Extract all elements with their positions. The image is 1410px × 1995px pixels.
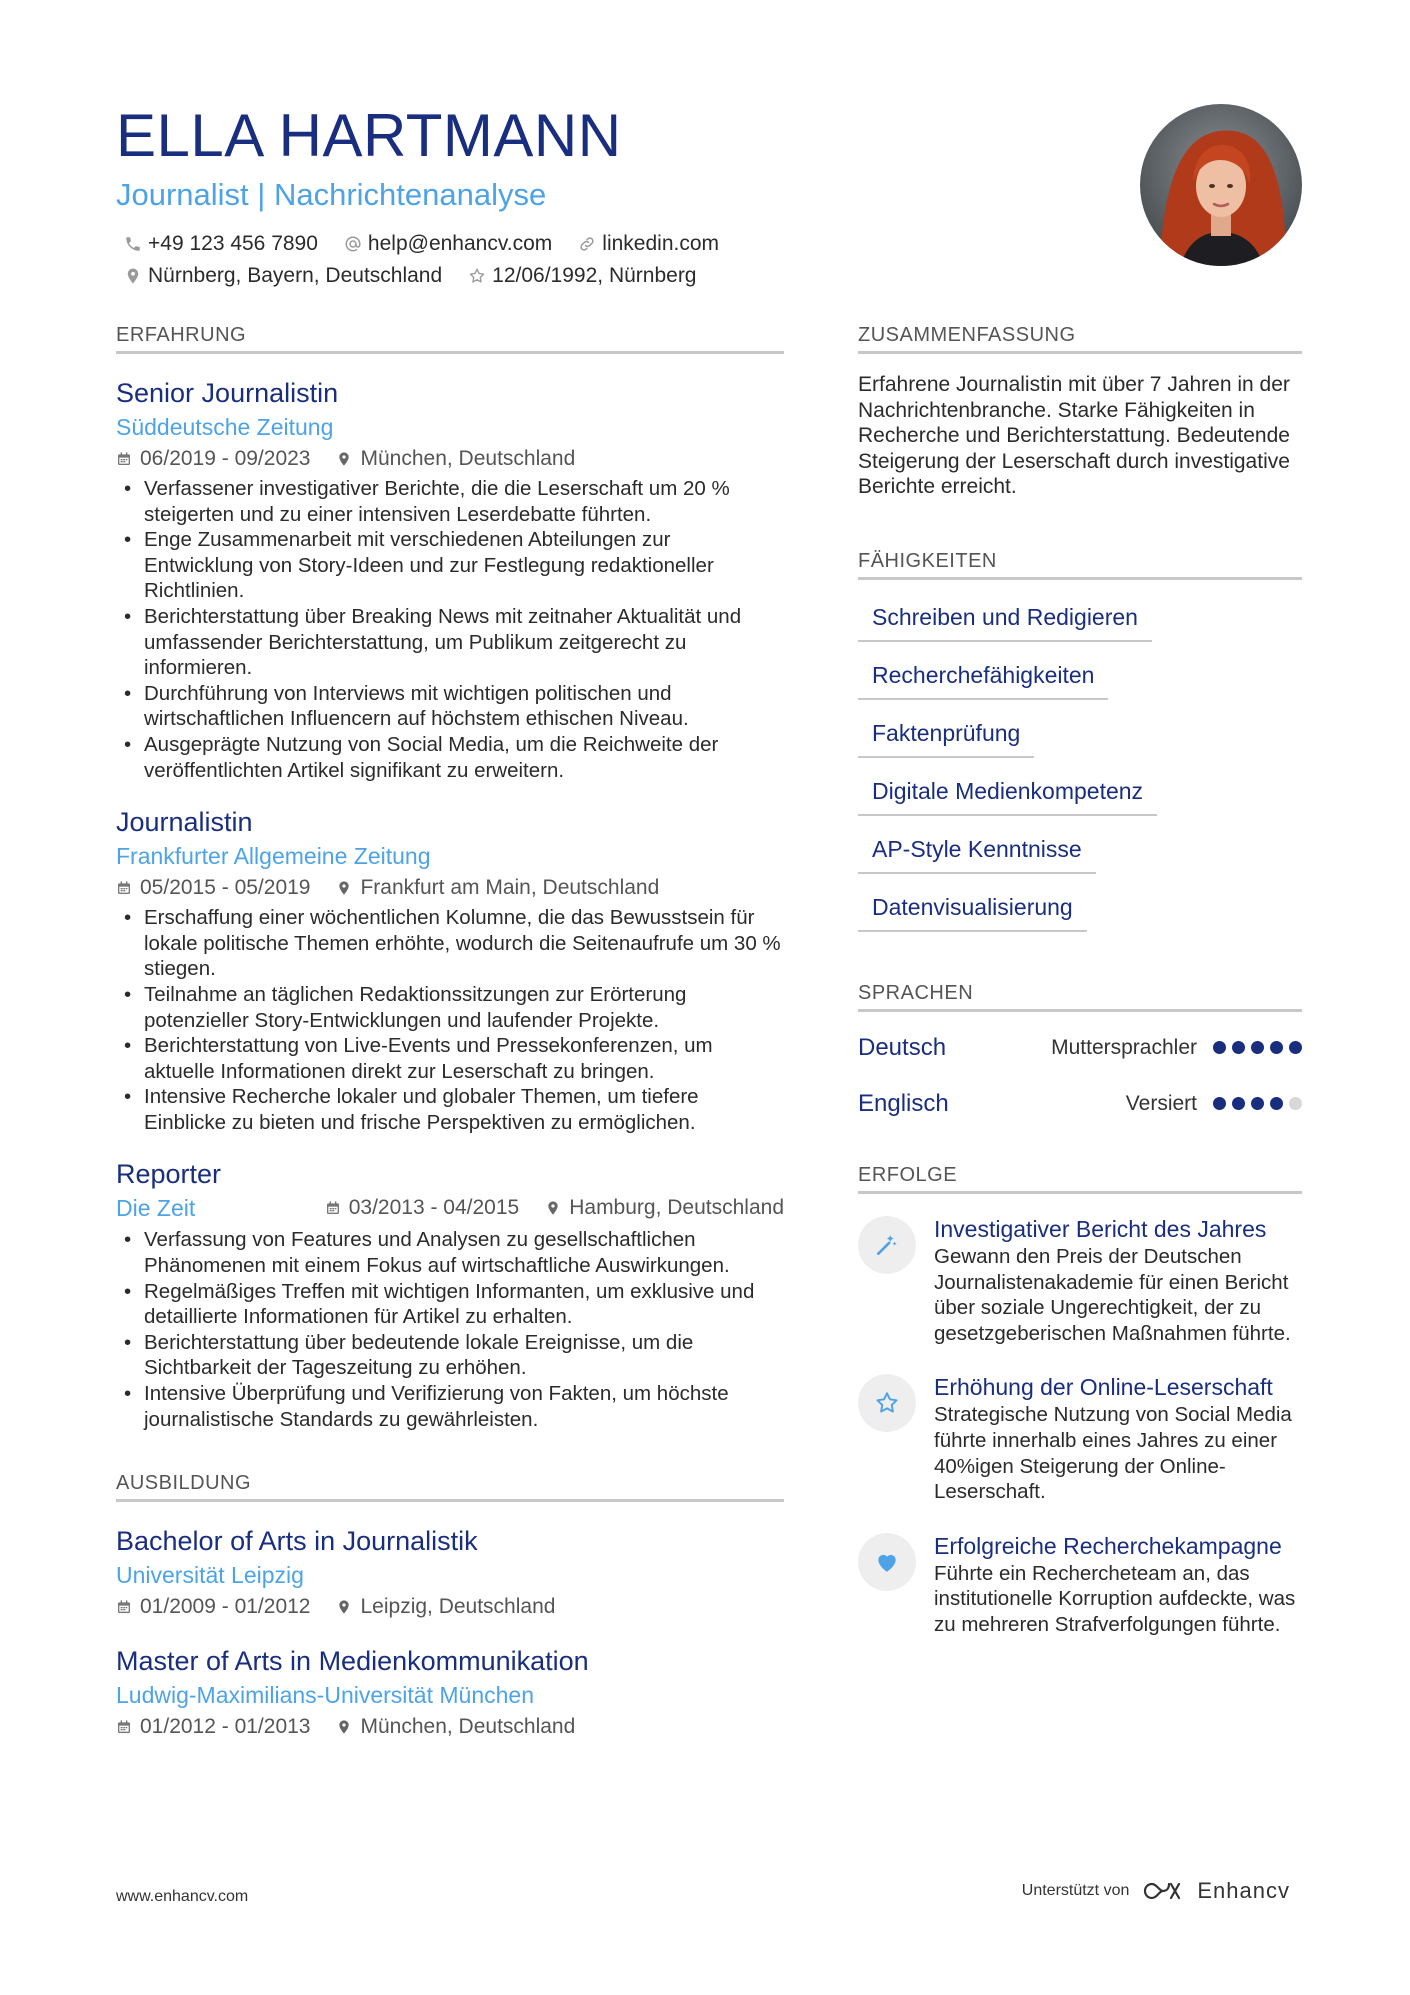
enhancv-logo-icon: [1141, 1879, 1185, 1903]
bullet-item: • Berichterstattung über Breaking News mit zeitnaher Aktualität und umfassender Berichterstattung, um Publikum zeitgerecht zu informieren.: [116, 604, 784, 681]
job-title: Reporter: [116, 1159, 222, 1190]
achievement-title: Investigativer Bericht des Jahres: [934, 1215, 1267, 1242]
proficiency-dot: [1289, 1097, 1302, 1110]
achievement-text: Führte ein Rechercheteam an, das institutionelle Korruption aufdeckte, was zu mehreren Strafverfolgungen führte.: [934, 1561, 1296, 1636]
contact-phone[interactable]: [124, 228, 318, 260]
right-column: [858, 324, 1302, 1638]
calendar-icon: [325, 1200, 341, 1216]
language-name: Englisch: [858, 1089, 949, 1117]
job-entry: [116, 805, 784, 1135]
language-level: [1126, 1092, 1302, 1116]
location-pin-icon: [336, 1719, 352, 1735]
skill-tag: Schreiben und Redigieren: [858, 598, 1152, 642]
summary-section-title: ZUSAMMENFASSUNG: [858, 324, 1302, 354]
achievement-item: [858, 1214, 1302, 1346]
powered-by-text: Unterstützt von: [1021, 1882, 1130, 1899]
job-entry: [116, 376, 784, 783]
language-name: Deutsch: [858, 1033, 947, 1061]
job-dates-text: 06/2019 - 09/2023: [140, 447, 311, 470]
job-dates-text: 05/2015 - 05/2019: [140, 876, 311, 900]
proficiency-dot: [1213, 1097, 1226, 1110]
contact-location: [124, 260, 442, 292]
language-level: [1051, 1036, 1302, 1060]
location-pin-icon: [545, 1200, 561, 1216]
profile-photo-graphic: [1140, 104, 1302, 266]
job-entry: [116, 1157, 784, 1432]
degree-title: Master of Arts in Medienkommunikation: [116, 1646, 589, 1677]
bullet-item: • Teilnahme an täglichen Redaktionssitzungen zur Erörterung potenzieller Story-Entwicklungen und laufender Projekte.: [116, 982, 784, 1033]
brand-name: Enhancv: [1197, 1878, 1290, 1903]
skill-tag: Recherchefähigkeiten: [858, 656, 1108, 700]
skill-wrap: [858, 656, 1302, 714]
candidate-title: Journalist | Nachrichtenanalyse: [116, 177, 547, 212]
summary-text: Erfahrene Journalistin mit über 7 Jahren in der Nachrichtenbranche. Starke Fähigkeiten in Recherche und Berichterstattung. Bedeutende Steigerung der Leserschaft durch investigative Berichte erreicht.: [858, 373, 1290, 499]
education-meta: [116, 1592, 784, 1622]
contact-row-2: [116, 260, 1116, 292]
proficiency-dot: [1270, 1041, 1283, 1054]
link-icon: [578, 235, 596, 253]
bullet-item: • Berichterstattung von Live-Events und Pressekonferenzen, um aktuelle Informationen direkt zur Leserschaft zu bringen.: [116, 1033, 784, 1084]
job-dates: [325, 1193, 519, 1223]
languages-section-title: SPRACHEN: [858, 982, 1302, 1012]
company-row: [116, 1191, 784, 1225]
education-location-text: Leipzig, Deutschland: [360, 1595, 556, 1619]
job-title: Journalistin: [116, 807, 253, 838]
heart-icon: [874, 1549, 900, 1575]
skill-wrap: [858, 830, 1302, 888]
at-icon: [344, 235, 362, 253]
achievement-icon-badge: [858, 1216, 916, 1274]
calendar-icon: [116, 451, 132, 467]
location-pin-icon: [336, 880, 352, 896]
job-meta: [325, 1193, 784, 1223]
skills-list: [858, 598, 1302, 946]
education-location-text: München, Deutschland: [360, 1715, 576, 1739]
contact-birth: [468, 260, 696, 292]
proficiency-dots: [1213, 1041, 1302, 1054]
calendar-icon: [116, 880, 132, 896]
achievement-title: Erfolgreiche Recherchekampagne: [934, 1532, 1282, 1559]
bullet-item: • Durchführung von Interviews mit wichtigen politischen und wirtschaftlichen Influencern auf höchstem ethischen Niveau.: [116, 681, 784, 732]
contact-email[interactable]: [344, 228, 552, 260]
email-text: help@enhancv.com: [367, 232, 553, 255]
achievement-body: [934, 1214, 1302, 1346]
skills-section-title: FÄHIGKEITEN: [858, 550, 1302, 580]
achievement-item: [858, 1372, 1302, 1504]
job-dates: [116, 444, 310, 474]
language-row: [858, 1028, 1302, 1068]
location-text: Nürnberg, Bayern, Deutschland: [148, 264, 443, 287]
job-meta: [116, 873, 784, 903]
school-name: Universität Leipzig: [116, 1562, 304, 1589]
location-pin-icon: [336, 1599, 352, 1615]
job-location-text: Hamburg, Deutschland: [569, 1196, 784, 1220]
job-title: Senior Journalistin: [116, 378, 339, 408]
footer-website[interactable]: www.enhancv.com: [116, 1888, 249, 1905]
profile-photo: [1140, 104, 1302, 266]
education-dates: [116, 1712, 310, 1742]
company-name: Frankfurter Allgemeine Zeitung: [116, 843, 431, 870]
skill-tag: Datenvisualisierung: [858, 888, 1087, 932]
calendar-icon: [116, 1599, 132, 1615]
phone-text: +49 123 456 7890: [148, 232, 318, 255]
language-level-text: Muttersprachler: [1051, 1035, 1197, 1059]
location-pin-icon: [124, 267, 142, 285]
skill-wrap: [858, 888, 1302, 946]
language-level-text: Versiert: [1125, 1091, 1197, 1115]
job-location-text: München, Deutschland: [360, 447, 576, 470]
proficiency-dot: [1232, 1097, 1245, 1110]
skill-wrap: [858, 714, 1302, 772]
left-column: [116, 324, 784, 1742]
school-name: Ludwig-Maximilians-Universität München: [116, 1682, 534, 1709]
achievement-icon-badge: [858, 1533, 916, 1591]
company-name: Die Zeit: [116, 1195, 196, 1222]
contact-linkedin[interactable]: [578, 228, 719, 260]
achievement-body: [934, 1372, 1302, 1504]
achievement-title: Erhöhung der Online-Leserschaft: [934, 1374, 1273, 1401]
contact-row-1: [116, 228, 1116, 260]
bullet-item: • Erschaffung einer wöchentlichen Kolumne, die das Bewusstsein für lokale politische Themen erhöhte, wodurch die Seitenaufrufe um 30 % stiegen.: [116, 905, 784, 982]
job-dates-text: 03/2013 - 04/2015: [348, 1196, 520, 1220]
proficiency-dot: [1251, 1097, 1264, 1110]
bullet-item: • Verfassener investigativer Berichte, die die Leserschaft um 20 % steigerten und zu einer intensiven Leserdebatte führten.: [116, 476, 784, 527]
job-bullets: [116, 905, 784, 1135]
education-dates: [116, 1592, 310, 1622]
candidate-name: ELLA HARTMANN: [116, 102, 622, 169]
star-outline-icon: [468, 267, 486, 285]
proficiency-dot: [1251, 1041, 1264, 1054]
education-location: [336, 1592, 555, 1622]
bullet-item: • Intensive Überprüfung und Verifizierung von Fakten, um höchste journalistische Standards zu gewährleisten.: [116, 1381, 784, 1432]
proficiency-dot: [1270, 1097, 1283, 1110]
proficiency-dot: [1289, 1041, 1302, 1054]
achievement-item: [858, 1531, 1302, 1638]
degree-title: Bachelor of Arts in Journalistik: [116, 1526, 478, 1557]
education-dates-text: 01/2009 - 01/2012: [140, 1595, 311, 1619]
job-dates: [116, 873, 310, 903]
calendar-icon: [116, 1719, 132, 1735]
skill-tag: AP-Style Kenntnisse: [858, 830, 1096, 874]
bullet-item: • Regelmäßiges Treffen mit wichtigen Informanten, um exklusive und detaillierte Informationen für Artikel zu erhalten.: [116, 1279, 784, 1330]
job-location: [336, 444, 575, 474]
linkedin-text: linkedin.com: [602, 232, 720, 255]
phone-icon: [124, 235, 142, 253]
company-name: Süddeutsche Zeitung: [116, 414, 334, 440]
education-dates-text: 01/2012 - 01/2013: [140, 1715, 311, 1739]
skill-tag: Faktenprüfung: [858, 714, 1034, 758]
achievement-body: [934, 1531, 1302, 1638]
education-location: [336, 1712, 575, 1742]
job-bullets: [116, 476, 784, 783]
skill-wrap: [858, 598, 1302, 656]
skill-tag: Digitale Medienkompetenz: [858, 772, 1157, 816]
bullet-item: • Berichterstattung über bedeutende lokale Ereignisse, um die Sichtbarkeit der Tageszeitung zu erhöhen.: [116, 1330, 784, 1381]
magic-wand-icon: [874, 1232, 900, 1258]
skill-wrap: [858, 772, 1302, 830]
footer-powered-by: [1022, 1878, 1290, 1904]
location-pin-icon: [336, 451, 352, 467]
star-icon: [874, 1390, 900, 1416]
bullet-item: • Intensive Recherche lokaler und globaler Themen, um tiefere Einblicke zu bieten und frische Perspektiven zu ermöglichen.: [116, 1084, 784, 1135]
bullet-item: • Ausgeprägte Nutzung von Social Media, um die Reichweite der veröffentlichten Artikel signifikant zu erweitern.: [116, 732, 784, 783]
bullet-item: • Verfassung von Features und Analysen zu gesellschaftlichen Phänomenen mit einem Fokus auf wirtschaftliche Auswirkungen.: [116, 1227, 784, 1278]
education-entry: [116, 1524, 784, 1622]
achievement-text: Strategische Nutzung von Social Media führte innerhalb eines Jahres zu einer 40%igen Steigerung der Online-Leserschaft.: [934, 1403, 1292, 1504]
job-location: [336, 873, 659, 903]
bullet-item: • Enge Zusammenarbeit mit verschiedenen Abteilungen zur Entwicklung von Story-Ideen und zur Festlegung redaktioneller Richtlinien.: [116, 527, 784, 604]
education-entry: [116, 1644, 784, 1742]
achievement-icon-badge: [858, 1374, 916, 1432]
proficiency-dots: [1213, 1097, 1302, 1110]
education-meta: [116, 1712, 784, 1742]
birth-text: 12/06/1992, Nürnberg: [492, 264, 697, 287]
job-bullets: [116, 1227, 784, 1432]
achievements-section-title: ERFOLGE: [858, 1164, 1302, 1194]
education-section-title: AUSBILDUNG: [116, 1472, 784, 1502]
resume-header: [116, 104, 1116, 292]
job-meta: [116, 444, 784, 474]
proficiency-dot: [1213, 1041, 1226, 1054]
job-location-text: Frankfurt am Main, Deutschland: [360, 876, 660, 900]
experience-section-title: ERFAHRUNG: [116, 324, 784, 354]
job-location: [545, 1193, 784, 1223]
language-row: [858, 1084, 1302, 1124]
proficiency-dot: [1232, 1041, 1245, 1054]
achievement-text: Gewann den Preis der Deutschen Journalistenakademie für einen Bericht über soziale Ungerechtigkeit, der zu gesetzgeberischen Maßnahmen führte.: [934, 1244, 1291, 1345]
